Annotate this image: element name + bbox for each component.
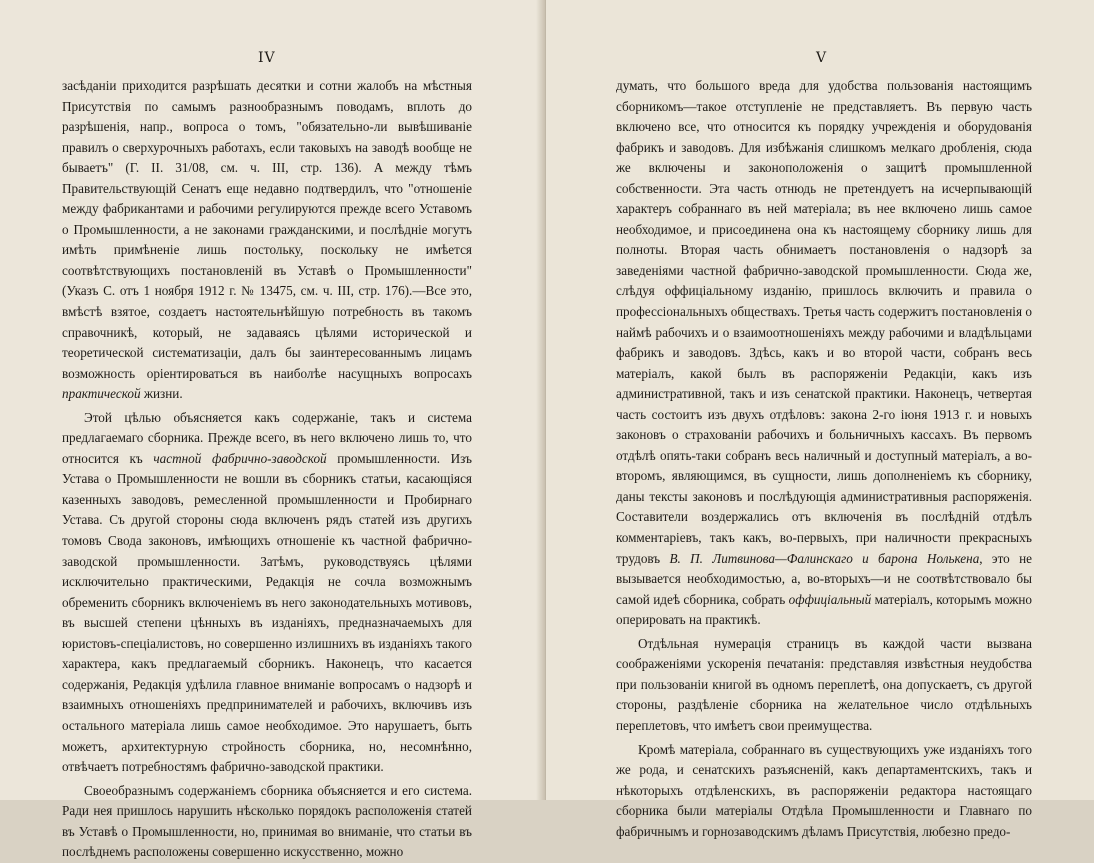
text-run: матеріалъ, которымъ можно оперировать на практикѣ. [616,591,1032,628]
paragraph [616,740,1032,843]
page-number: IV [258,50,276,66]
paragraph [62,408,472,778]
right-page [546,0,1094,839]
text-run: Отдѣльная нумерація страницъ въ каждой части вызвана соображеніями ускоренія печатанія: представляя извѣстныя неудобства при пользованіи книгой въ одномъ переплетѣ, она допускаетъ, съ другой стороны, раздѣленіе сборника на желательное число отдѣльныхъ переплетовъ, что имѣетъ свои преимущества. [616,635,1032,733]
page-text [62,76,472,863]
text-run: засѣданіи приходится разрѣшать десятки и сотни жалобъ на мѣстныя Присутствія по самымъ разнообразнымъ поводамъ, вплоть до разрѣшенія, напр., вопроса о томъ, "обязательно-ли вывѣшиваніе правилъ о сверхурочныхъ работахъ, если таковыхъ на заводѣ вообще не бываетъ" (Г. II. 31/08, см. ч. III, стр. 136). А между тѣмъ Правительствующій Сенатъ еще недавно подтвердилъ, что "отношеніе между фабрикантами и рабочими регулируются прежде всего Уставомъ о Промышленности, а не законами гражданскими, и послѣдніе могутъ имѣть примѣненіе лишь постольку, поскольку не имѣется соотвѣтствующихъ постановленій въ Уставѣ о Промышленности" (Указъ С. отъ 1 ноября 1912 г. № 13475, см. ч. III, стр. 176).—Все это, вмѣстѣ взятое, создаетъ настоятельнѣйшую потребность въ такомъ справочникѣ, который, не задаваясь цѣлями исторической и теоретической систематизаціи, далъ бы заинтересованнымъ лицамъ возможность оріентироваться въ наиболѣе насущныхъ вопросахъ [62,78,472,381]
text-run-italic: практической [62,386,141,402]
paragraph [616,634,1032,737]
paragraph [62,76,472,405]
paragraph [616,76,1032,631]
left-page [0,0,544,860]
page-number: V [816,50,828,66]
text-run-italic: оффиціальный [788,591,872,607]
text-run: Этой цѣлью объясняется какъ содержаніе, такъ и система предлагаемаго сборника. Прежде всего, въ него включено лишь то, что относится къ [62,409,472,466]
paragraph [62,781,472,863]
page-text [616,76,1032,842]
text-run: , это не вызывается необходимостью, а, во-вторыхъ—и не соотвѣтствовало бы самой идеѣ сборника, собрать [616,550,1032,607]
text-run: думать, что большого вреда для удобства пользованія настоящимъ сборникомъ—такое отступленіе не представляетъ. Въ первую часть включено все, что относится къ порядку учрежденія и оборудованія фабрикъ и заводовъ. Для избѣжанія слишкомъ мелкаго дробленія, сюда же включены и законоположенія о защитѣ промышленной собственности. Эта часть отнюдь не претендуетъ на исчерпывающій характеръ собраннаго въ ней матеріала; въ нее включено лишь самое необходимое, и присоединена она къ настоящему сборнику лишь для полноты. Вторая часть обнимаетъ постановленія о надзорѣ за заведеніями частной фабрично-заводской промышленности. Сюда же, слѣдуя оффиціальному изданію, пришлось включить и правила о профессіональныхъ обществахъ. Третья часть содержитъ постановленія о наймѣ рабочихъ и о взаимоотношеніяхъ между рабочими и владѣльцами фабрикъ и заводовъ. Здѣсь, какъ и во второй части, собранъ весь матеріалъ, какой былъ въ распоряженіи Редакціи, какъ изъ административной, такъ и изъ сенатской практики. Наконецъ, четвертая часть состоитъ изъ двухъ отдѣловъ: закона 2-го іюня 1913 г. и новыхъ законовъ о страхованіи рабочихъ и больничныхъ кассахъ. Въ первомъ отдѣлѣ опять-таки собранъ весь наличный и доступный матеріалъ, а во-второмъ, являющимся, въ сущности, лишь дополненіемъ къ сборнику, даны тексты законовъ и послѣдующія административныя распоряженія. Составители воздержались отъ включенія въ послѣдній отдѣлъ комментаріевъ, такъ какъ, во-первыхъ, при наличности прекрасныхъ трудовъ [616,78,1032,566]
text-run-italic: В. П. Литвинова—Фалинскаго и барона Нолькена [669,550,980,566]
text-run: жизни. [140,386,183,402]
text-run: Кромѣ матеріала, собраннаго въ существующихъ уже изданіяхъ того же рода, и сенатскихъ разъясненій, какъ департаментскихъ, такъ и нѣкоторыхъ отдѣленскихъ, въ распоряженіи редактора настоящаго сборника были матеріалы Отдѣла Промышленности и Главнаго по фабричнымъ и горнозаводскимъ дѣламъ Присутствія, любезно предо- [616,741,1032,839]
text-run: Своеобразнымъ содержаніемъ сборника объясняется и его система. Ради нея пришлось нарушить нѣсколько порядокъ расположенія статей въ Уставѣ о Промышленности, но, принимая во вниманіе, что статьи въ послѣднемъ расположены совершенно искусственно, можно [62,782,472,860]
text-run: промышленности. Изъ Устава о Промышленности не вошли въ сборникъ статьи, касающіяся казенныхъ заводовъ, ремесленной промышленности и Пробирнаго Устава. Съ другой стороны сюда включенъ рядъ статей изъ другихъ томовъ Свода законовъ, имѣющихъ отношеніе къ частной фабрично-заводской промышленности. Затѣмъ, руководствуясь цѣлями исключительно практическими, Редакція не сочла возможнымъ обременить сборникъ включеніемъ въ него законодательныхъ мотивовъ, въ высшей степени цѣнныхъ въ изданіяхъ, предназначаемыхъ для юристовъ-спеціалистовъ, но совершенно излишнихъ въ изданіяхъ такого характера, какъ предлагаемый сборникъ. Наконецъ, что касается содержанія, Редакція удѣлила главное вниманіе вопросамъ о надзорѣ и взаимныхъ отношеніяхъ предпринимателей и рабочихъ, включивъ изъ остального матеріала лишь самое необходимое. Это нарушаетъ, быть можетъ, архитектурную стройность сборника, но, несомнѣнно, отвѣчаетъ потребностямъ фабрично-заводской практики. [62,450,472,775]
text-run-italic: частной фабрично-заводской [153,450,327,466]
